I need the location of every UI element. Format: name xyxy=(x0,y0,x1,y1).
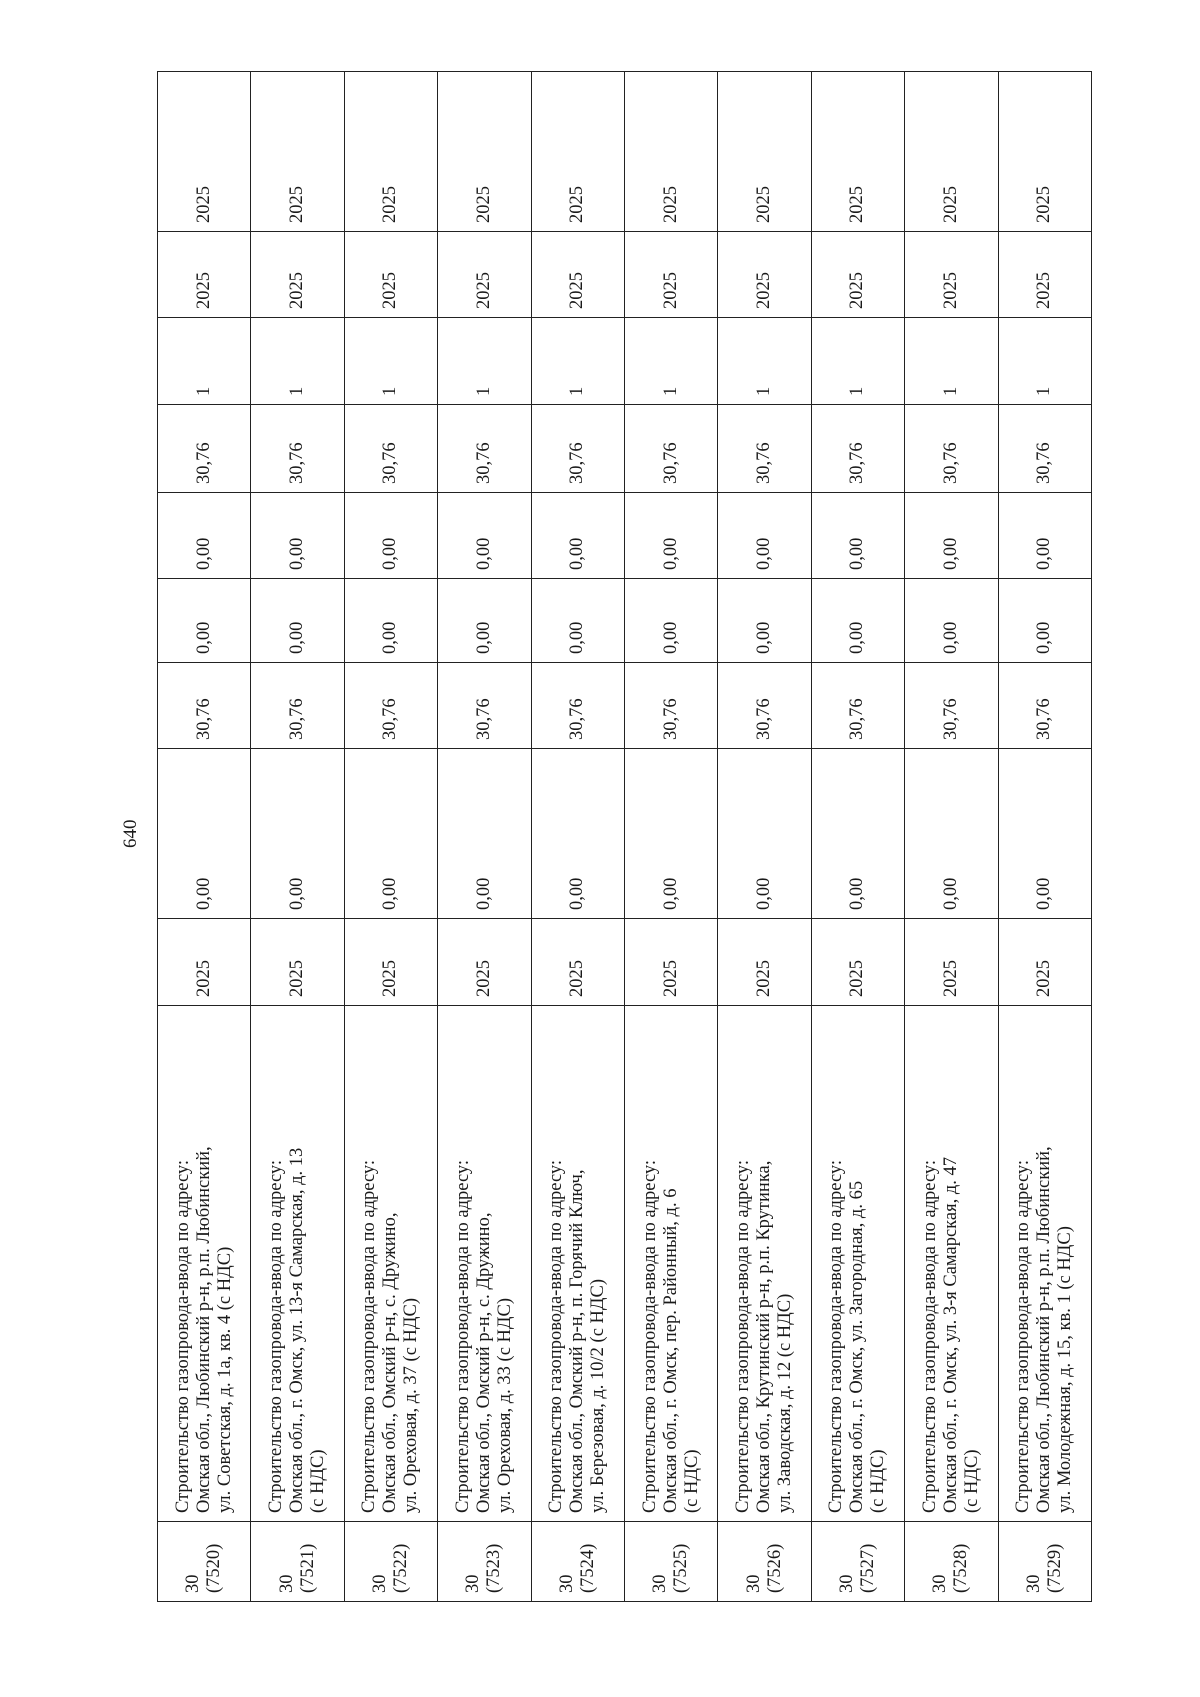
value-cell: 0,00 xyxy=(624,749,717,919)
row-code: (7526) xyxy=(764,1543,785,1593)
quantity-cell: 1 xyxy=(718,318,811,405)
quantity-cell: 1 xyxy=(531,318,624,405)
year-cell: 2025 xyxy=(251,232,344,318)
row-number xyxy=(811,1522,904,1602)
row-index: 30 xyxy=(930,1574,951,1593)
quantity-cell: 1 xyxy=(251,318,344,405)
value-cell: 30,76 xyxy=(811,663,904,749)
quantity-cell: 1 xyxy=(998,318,1091,405)
project-name xyxy=(158,1006,251,1522)
table-row xyxy=(158,72,251,1602)
value-cell: 0,00 xyxy=(998,493,1091,579)
year-cell: 2025 xyxy=(531,919,624,1006)
value-cell: 0,00 xyxy=(344,579,437,663)
year-cell: 2025 xyxy=(811,919,904,1006)
year-cell: 2025 xyxy=(718,232,811,318)
row-number xyxy=(344,1522,437,1602)
year-cell: 2025 xyxy=(158,72,251,232)
row-index: 30 xyxy=(836,1574,857,1593)
project-name-line: (с НДС) xyxy=(961,1449,982,1513)
value-cell: 0,00 xyxy=(251,493,344,579)
project-name-line: Омская обл., г. Омск, пер. Районный, д. 6 xyxy=(660,1188,681,1513)
year-cell: 2025 xyxy=(158,232,251,318)
year-cell: 2025 xyxy=(438,232,531,318)
value-cell: 0,00 xyxy=(158,749,251,919)
row-code: (7527) xyxy=(857,1543,878,1593)
value-cell: 0,00 xyxy=(811,493,904,579)
value-cell: 0,00 xyxy=(251,579,344,663)
value-cell: 30,76 xyxy=(811,405,904,493)
table-container xyxy=(157,72,1091,1602)
value-cell: 0,00 xyxy=(158,579,251,663)
value-cell: 0,00 xyxy=(811,579,904,663)
value-cell: 0,00 xyxy=(905,579,998,663)
value-cell: 0,00 xyxy=(624,493,717,579)
value-cell: 30,76 xyxy=(998,405,1091,493)
project-name xyxy=(624,1006,717,1522)
value-cell: 0,00 xyxy=(531,579,624,663)
table-row xyxy=(998,72,1091,1602)
value-cell: 0,00 xyxy=(718,579,811,663)
year-cell: 2025 xyxy=(531,232,624,318)
value-cell: 0,00 xyxy=(438,493,531,579)
value-cell: 0,00 xyxy=(905,493,998,579)
project-name-line: Строительство газопровода-ввода по адресу: xyxy=(1013,1159,1034,1513)
year-cell: 2025 xyxy=(344,919,437,1006)
project-name-line: Строительство газопровода-ввода по адресу: xyxy=(826,1159,847,1513)
value-cell: 30,76 xyxy=(251,663,344,749)
row-number xyxy=(624,1522,717,1602)
year-cell: 2025 xyxy=(251,919,344,1006)
project-name-line: Омская обл., Омский р-н, п. Горячий Ключ, xyxy=(567,1169,588,1513)
quantity-cell: 1 xyxy=(344,318,437,405)
value-cell: 0,00 xyxy=(158,493,251,579)
value-cell: 0,00 xyxy=(718,749,811,919)
table-row xyxy=(718,72,811,1602)
value-cell: 30,76 xyxy=(438,405,531,493)
value-cell: 0,00 xyxy=(438,749,531,919)
project-name xyxy=(531,1006,624,1522)
value-cell: 0,00 xyxy=(344,749,437,919)
project-name xyxy=(438,1006,531,1522)
year-cell: 2025 xyxy=(905,72,998,232)
table-row xyxy=(438,72,531,1602)
project-name-line: Омская обл., Омский р-н, с. Дружино, xyxy=(473,1212,494,1513)
project-name-line: ул. Молодежная, д. 15, кв. 1 (с НДС) xyxy=(1055,1226,1076,1513)
quantity-cell: 1 xyxy=(438,318,531,405)
table-row xyxy=(905,72,998,1602)
year-cell: 2025 xyxy=(998,919,1091,1006)
value-cell: 30,76 xyxy=(998,663,1091,749)
row-code: (7524) xyxy=(577,1543,598,1593)
project-name xyxy=(718,1006,811,1522)
quantity-cell: 1 xyxy=(158,318,251,405)
year-cell: 2025 xyxy=(344,72,437,232)
quantity-cell: 1 xyxy=(811,318,904,405)
row-number xyxy=(251,1522,344,1602)
value-cell: 30,76 xyxy=(531,663,624,749)
value-cell: 30,76 xyxy=(905,663,998,749)
project-name-line: Строительство газопровода-ввода по адресу: xyxy=(172,1159,193,1513)
table-body xyxy=(158,72,1092,1602)
row-code: (7521) xyxy=(297,1543,318,1593)
project-name-line: Омская обл., г. Омск, ул. 13-я Самарская, д. 13 xyxy=(287,1147,308,1513)
projects-table xyxy=(157,71,1092,1602)
table-row xyxy=(624,72,717,1602)
row-number xyxy=(531,1522,624,1602)
value-cell: 30,76 xyxy=(905,405,998,493)
project-name xyxy=(344,1006,437,1522)
row-index: 30 xyxy=(369,1574,390,1593)
row-number xyxy=(905,1522,998,1602)
value-cell: 30,76 xyxy=(344,663,437,749)
value-cell: 30,76 xyxy=(344,405,437,493)
value-cell: 30,76 xyxy=(251,405,344,493)
project-name-line: Омская обл., Омский р-н, с. Дружино, xyxy=(380,1212,401,1513)
row-index: 30 xyxy=(1023,1574,1044,1593)
value-cell: 0,00 xyxy=(905,749,998,919)
project-name-line: Строительство газопровода-ввода по адресу: xyxy=(359,1159,380,1513)
value-cell: 30,76 xyxy=(531,405,624,493)
value-cell: 30,76 xyxy=(158,663,251,749)
value-cell: 0,00 xyxy=(251,749,344,919)
year-cell: 2025 xyxy=(251,72,344,232)
year-cell: 2025 xyxy=(531,72,624,232)
project-name-line: Строительство газопровода-ввода по адресу: xyxy=(733,1159,754,1513)
year-cell: 2025 xyxy=(344,232,437,318)
value-cell: 0,00 xyxy=(718,493,811,579)
year-cell: 2025 xyxy=(905,232,998,318)
row-number xyxy=(998,1522,1091,1602)
row-code: (7523) xyxy=(484,1543,505,1593)
quantity-cell: 1 xyxy=(905,318,998,405)
value-cell: 30,76 xyxy=(438,663,531,749)
project-name-line: Омская обл., г. Омск, ул. Загородная, д. 65 xyxy=(847,1180,868,1513)
row-number xyxy=(438,1522,531,1602)
row-number xyxy=(718,1522,811,1602)
value-cell: 0,00 xyxy=(811,749,904,919)
year-cell: 2025 xyxy=(624,72,717,232)
value-cell: 0,00 xyxy=(531,749,624,919)
project-name-line: ул. Березовая, д. 10/2 (с НДС) xyxy=(588,1278,609,1513)
year-cell: 2025 xyxy=(624,232,717,318)
year-cell: 2025 xyxy=(811,72,904,232)
row-index: 30 xyxy=(556,1574,577,1593)
year-cell: 2025 xyxy=(811,232,904,318)
page-number: 640 xyxy=(120,819,141,848)
project-name-line: Строительство газопровода-ввода по адресу: xyxy=(452,1159,473,1513)
project-name-line: Омская обл., Любинский р-н, р.п. Любинский, xyxy=(193,1146,214,1513)
year-cell: 2025 xyxy=(905,919,998,1006)
project-name-line: Омская обл., Любинский р-н, р.п. Любинский, xyxy=(1034,1146,1055,1513)
project-name-line: ул. Ореховая, д. 33 (с НДС) xyxy=(494,1297,515,1513)
project-name-line: Строительство газопровода-ввода по адресу: xyxy=(546,1159,567,1513)
project-name-line: (с НДС) xyxy=(681,1449,702,1513)
project-name xyxy=(905,1006,998,1522)
project-name-line: (с НДС) xyxy=(868,1449,889,1513)
value-cell: 30,76 xyxy=(718,405,811,493)
table-row xyxy=(531,72,624,1602)
value-cell: 0,00 xyxy=(344,493,437,579)
value-cell: 30,76 xyxy=(624,663,717,749)
project-name-line: ул. Советская, д. 1а, кв. 4 (с НДС) xyxy=(214,1246,235,1513)
value-cell: 30,76 xyxy=(718,663,811,749)
year-cell: 2025 xyxy=(438,72,531,232)
value-cell: 30,76 xyxy=(158,405,251,493)
project-name xyxy=(998,1006,1091,1522)
row-index: 30 xyxy=(743,1574,764,1593)
row-code: (7529) xyxy=(1044,1543,1065,1593)
row-number xyxy=(158,1522,251,1602)
row-index: 30 xyxy=(183,1574,204,1593)
value-cell: 0,00 xyxy=(624,579,717,663)
year-cell: 2025 xyxy=(438,919,531,1006)
value-cell: 0,00 xyxy=(438,579,531,663)
year-cell: 2025 xyxy=(624,919,717,1006)
table-row xyxy=(344,72,437,1602)
table-row xyxy=(811,72,904,1602)
project-name xyxy=(251,1006,344,1522)
project-name-line: ул. Ореховая, д. 37 (с НДС) xyxy=(401,1297,422,1513)
value-cell: 0,00 xyxy=(531,493,624,579)
row-code: (7522) xyxy=(390,1543,411,1593)
year-cell: 2025 xyxy=(718,72,811,232)
value-cell: 30,76 xyxy=(624,405,717,493)
project-name-line: Омская обл., Крутинский р-н, р.п. Крутинка, xyxy=(754,1160,775,1513)
row-code: (7525) xyxy=(671,1543,692,1593)
project-name-line: ул. Заводская, д. 12 (с НДС) xyxy=(775,1293,796,1513)
project-name-line: Омская обл., г. Омск, ул. 3-я Самарская, д. 47 xyxy=(940,1156,961,1513)
project-name-line: Строительство газопровода-ввода по адресу: xyxy=(266,1159,287,1513)
row-index: 30 xyxy=(463,1574,484,1593)
project-name-line: Строительство газопровода-ввода по адресу: xyxy=(919,1159,940,1513)
row-index: 30 xyxy=(276,1574,297,1593)
row-index: 30 xyxy=(650,1574,671,1593)
table-row xyxy=(251,72,344,1602)
value-cell: 0,00 xyxy=(998,749,1091,919)
row-code: (7520) xyxy=(204,1543,225,1593)
year-cell: 2025 xyxy=(158,919,251,1006)
row-code: (7528) xyxy=(951,1543,972,1593)
year-cell: 2025 xyxy=(998,72,1091,232)
project-name-line: (с НДС) xyxy=(308,1449,329,1513)
project-name-line: Строительство газопровода-ввода по адресу: xyxy=(639,1159,660,1513)
year-cell: 2025 xyxy=(718,919,811,1006)
year-cell: 2025 xyxy=(998,232,1091,318)
quantity-cell: 1 xyxy=(624,318,717,405)
project-name xyxy=(811,1006,904,1522)
value-cell: 0,00 xyxy=(998,579,1091,663)
